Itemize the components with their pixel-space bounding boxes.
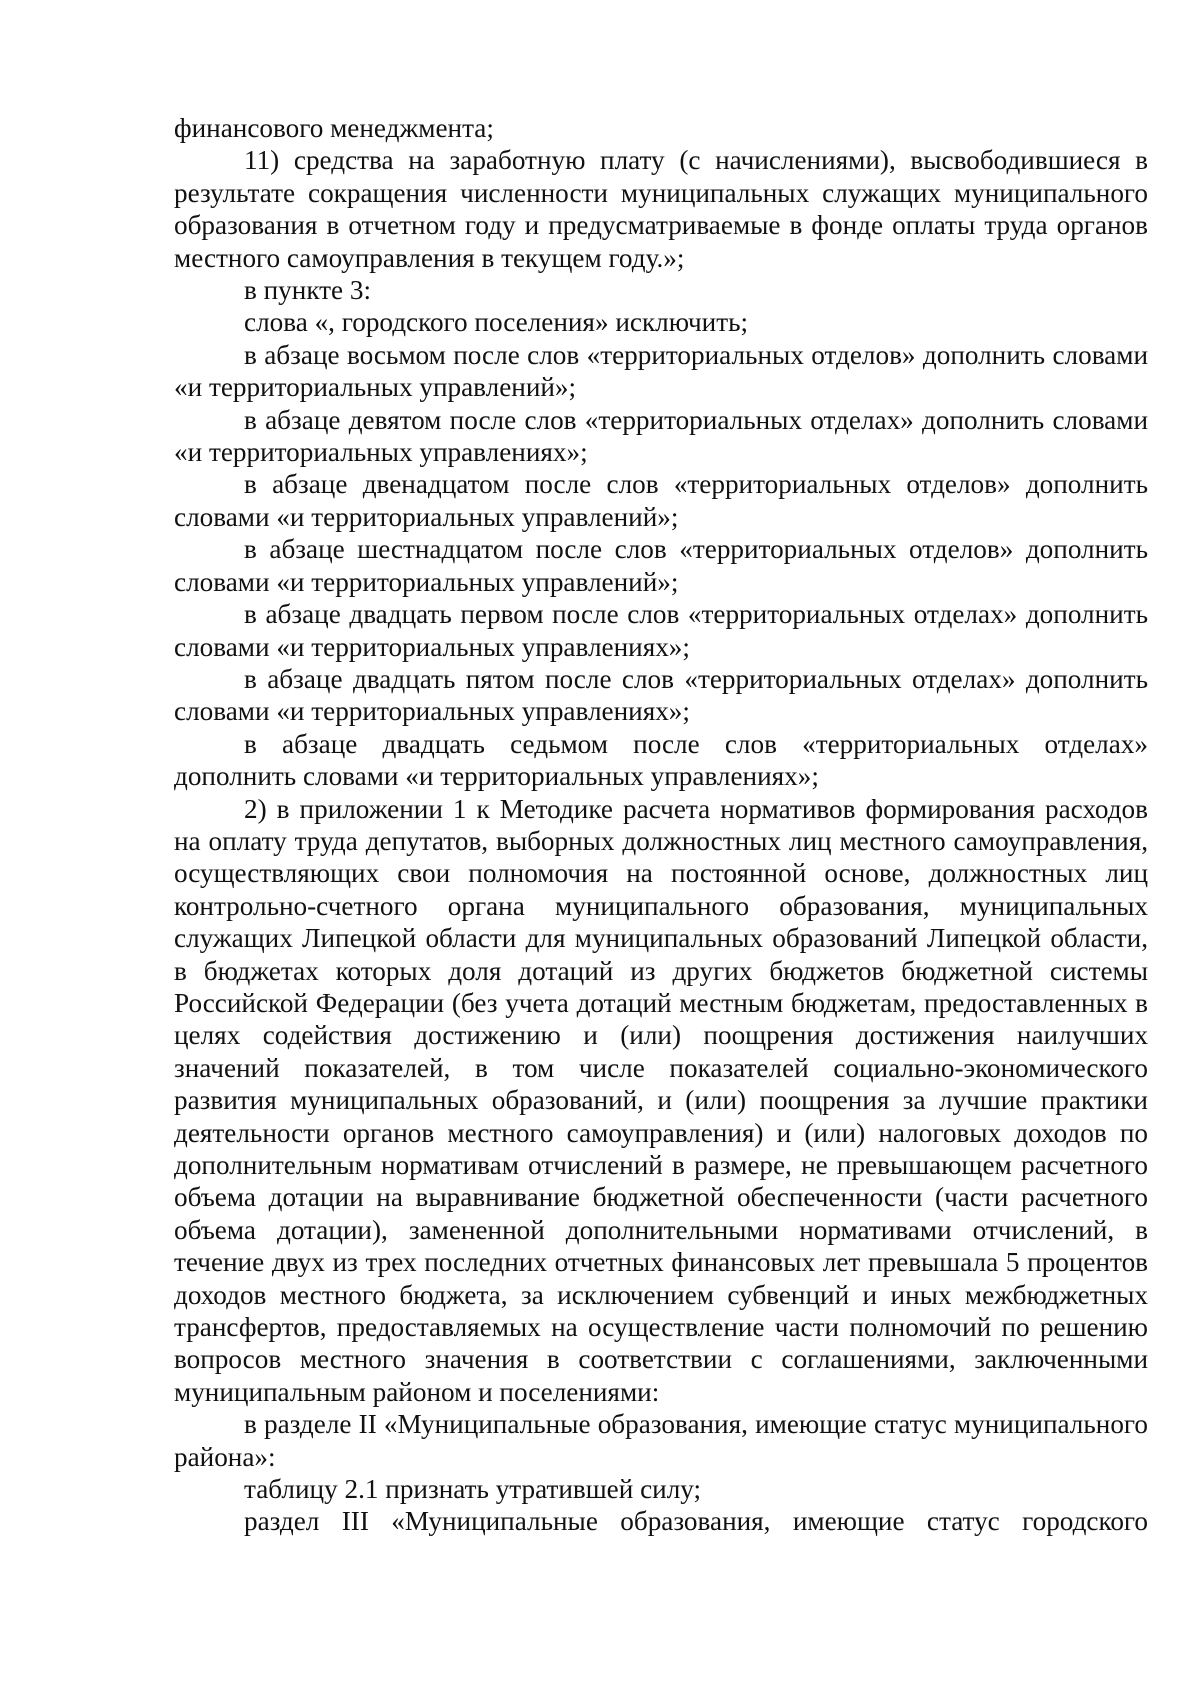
paragraph-section-3: раздел III «Муниципальные образования, имеющие статус городского (244, 1506, 1148, 1537)
paragraph-item-2: 2) в приложении 1 к Методике расчета нормативов формирования расходов на оплату труда депутатов, выборных должностных лиц местного самоуправления, осуществляющих свои полномочия на постоянной основе, должностных лиц контрольно-счетного органа муниципального образования, муниципальных служащих Липецкой области для муниципальных образований Липецкой области, в бюджетах которых доля дотаций из других бюджетов бюджетной системы Российской Федерации (без учета дотаций местным бюджетам, предоставленных в целях содействия достижению и (или) поощрения достижения наилучших значений показателей, в том числе показателей социально-экономического развития муниципальных образований, и (или) поощрения за лучшие практики деятельности органов местного самоуправления) и (или) налоговых доходов по дополнительным нормативам отчислений в размере, не превышающем расчетного объема дотации на выравнивание бюджетной обеспеченности (части расчетного объема дотации), замененной дополнительными нормативами отчислений, в течение двух из трех последних отчетных финансовых лет превышала 5 процентов доходов местного бюджета, за исключением субвенций и иных межбюджетных трансфертов, предоставляемых на осуществление части полномочий по решению вопросов местного значения в соответствии с соглашениями, заключенными муниципальным районом и поселениями: (174, 793, 1148, 1407)
paragraph-abzac-9: в абзаце девятом после слов «территориальных отделах» дополнить словами «и территориальных управлениях»; (174, 404, 1148, 468)
paragraph-abzac-21: в абзаце двадцать первом после слов «территориальных отделах» дополнить словами «и территориальных управлениях»; (174, 599, 1148, 662)
paragraph-item-11: 11) средства на заработную плату (с начислениями), высвободившиеся в результате сокращения численности муниципальных служащих муниципального образования в отчетном году и предусматриваемые в фонде оплаты труда органов местного самоуправления в текущем году.»; (174, 145, 1148, 273)
paragraph-words-exclude: слова «, городского поселения» исключить; (244, 307, 749, 338)
paragraph-abzac-25: в абзаце двадцать пятом после слов «территориальных отделах» дополнить словами «и территориальных управлениях»; (174, 663, 1148, 727)
paragraph-continuation: финансового менеджмента; (174, 113, 494, 143)
paragraph-abzac-27: в абзаце двадцать седьмом после слов «территориальных отделах» дополнить словами «и территориальных управлениях»; (174, 728, 1148, 792)
paragraph-abzac-16: в абзаце шестнадцатом после слов «территориальных отделов» дополнить словами «и территориальных управлений»; (174, 534, 1148, 597)
paragraph-abzac-12: в абзаце двенадцатом после слов «территориальных отделов» дополнить словами «и территориальных управлений»; (174, 469, 1148, 532)
paragraph-table-2-1: таблицу 2.1 признать утратившей силу; (244, 1474, 702, 1505)
paragraph-section-2: в разделе II «Муниципальные образования, имеющие статус муниципального района»: (174, 1409, 1148, 1472)
document-page (174, 112, 1148, 1538)
paragraph-abzac-8: в абзаце восьмом после слов «территориальных отделов» дополнить словами «и территориальных управлений»; (174, 339, 1148, 403)
paragraph-point-3: в пункте 3: (244, 275, 372, 306)
